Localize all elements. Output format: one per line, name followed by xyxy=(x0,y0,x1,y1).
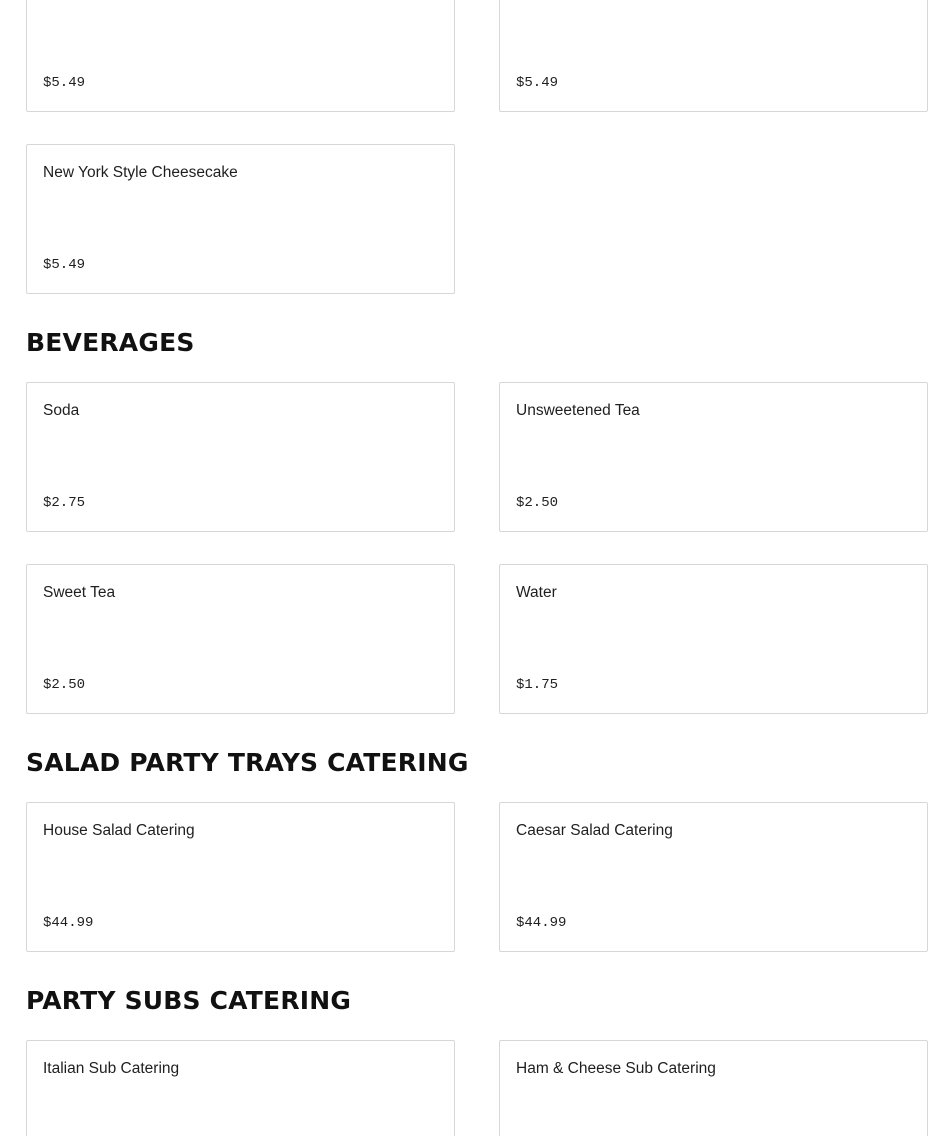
menu-item-card[interactable] xyxy=(26,382,455,532)
menu-item-price: $5.49 xyxy=(43,75,86,91)
menu-item-name: Unsweetened Tea xyxy=(516,402,640,419)
menu-item-price: $5.49 xyxy=(43,257,86,273)
menu-item-name: Water xyxy=(516,584,557,601)
menu-item-card[interactable] xyxy=(26,0,455,112)
menu-item-price: $2.50 xyxy=(516,495,559,511)
menu-item-card[interactable] xyxy=(26,1040,455,1136)
menu-item-name: Italian Sub Catering xyxy=(43,1060,180,1077)
menu-item-name: New York Style Cheesecake xyxy=(43,164,238,181)
menu-item-name: Soda xyxy=(43,402,80,419)
section-heading-party-subs: PARTY SUBS CATERING xyxy=(26,986,352,1015)
menu-item-card[interactable] xyxy=(499,564,928,714)
menu-item-name: Sweet Tea xyxy=(43,584,116,601)
menu-item-price: $2.50 xyxy=(43,677,86,693)
menu-item-card[interactable] xyxy=(499,382,928,532)
menu-item-price: $2.75 xyxy=(43,495,86,511)
menu-item-price: $44.99 xyxy=(43,915,94,931)
section-heading-salad-party-trays: SALAD PARTY TRAYS CATERING xyxy=(26,748,469,777)
menu-item-price: $5.49 xyxy=(516,75,559,91)
menu-item-name: Caesar Salad Catering xyxy=(516,822,673,839)
menu-item-price: $44.99 xyxy=(516,915,567,931)
menu-item-name: House Salad Catering xyxy=(43,822,195,839)
menu-item-card[interactable] xyxy=(26,564,455,714)
menu-item-card[interactable] xyxy=(499,0,928,112)
menu-item-card[interactable] xyxy=(499,1040,928,1136)
menu-item-card[interactable] xyxy=(499,802,928,952)
menu-item-price: $1.75 xyxy=(516,677,559,693)
menu-item-card[interactable] xyxy=(26,802,455,952)
menu-item-name: Ham & Cheese Sub Catering xyxy=(516,1060,716,1077)
menu-item-card[interactable] xyxy=(26,144,455,294)
section-heading-beverages: BEVERAGES xyxy=(26,328,195,357)
